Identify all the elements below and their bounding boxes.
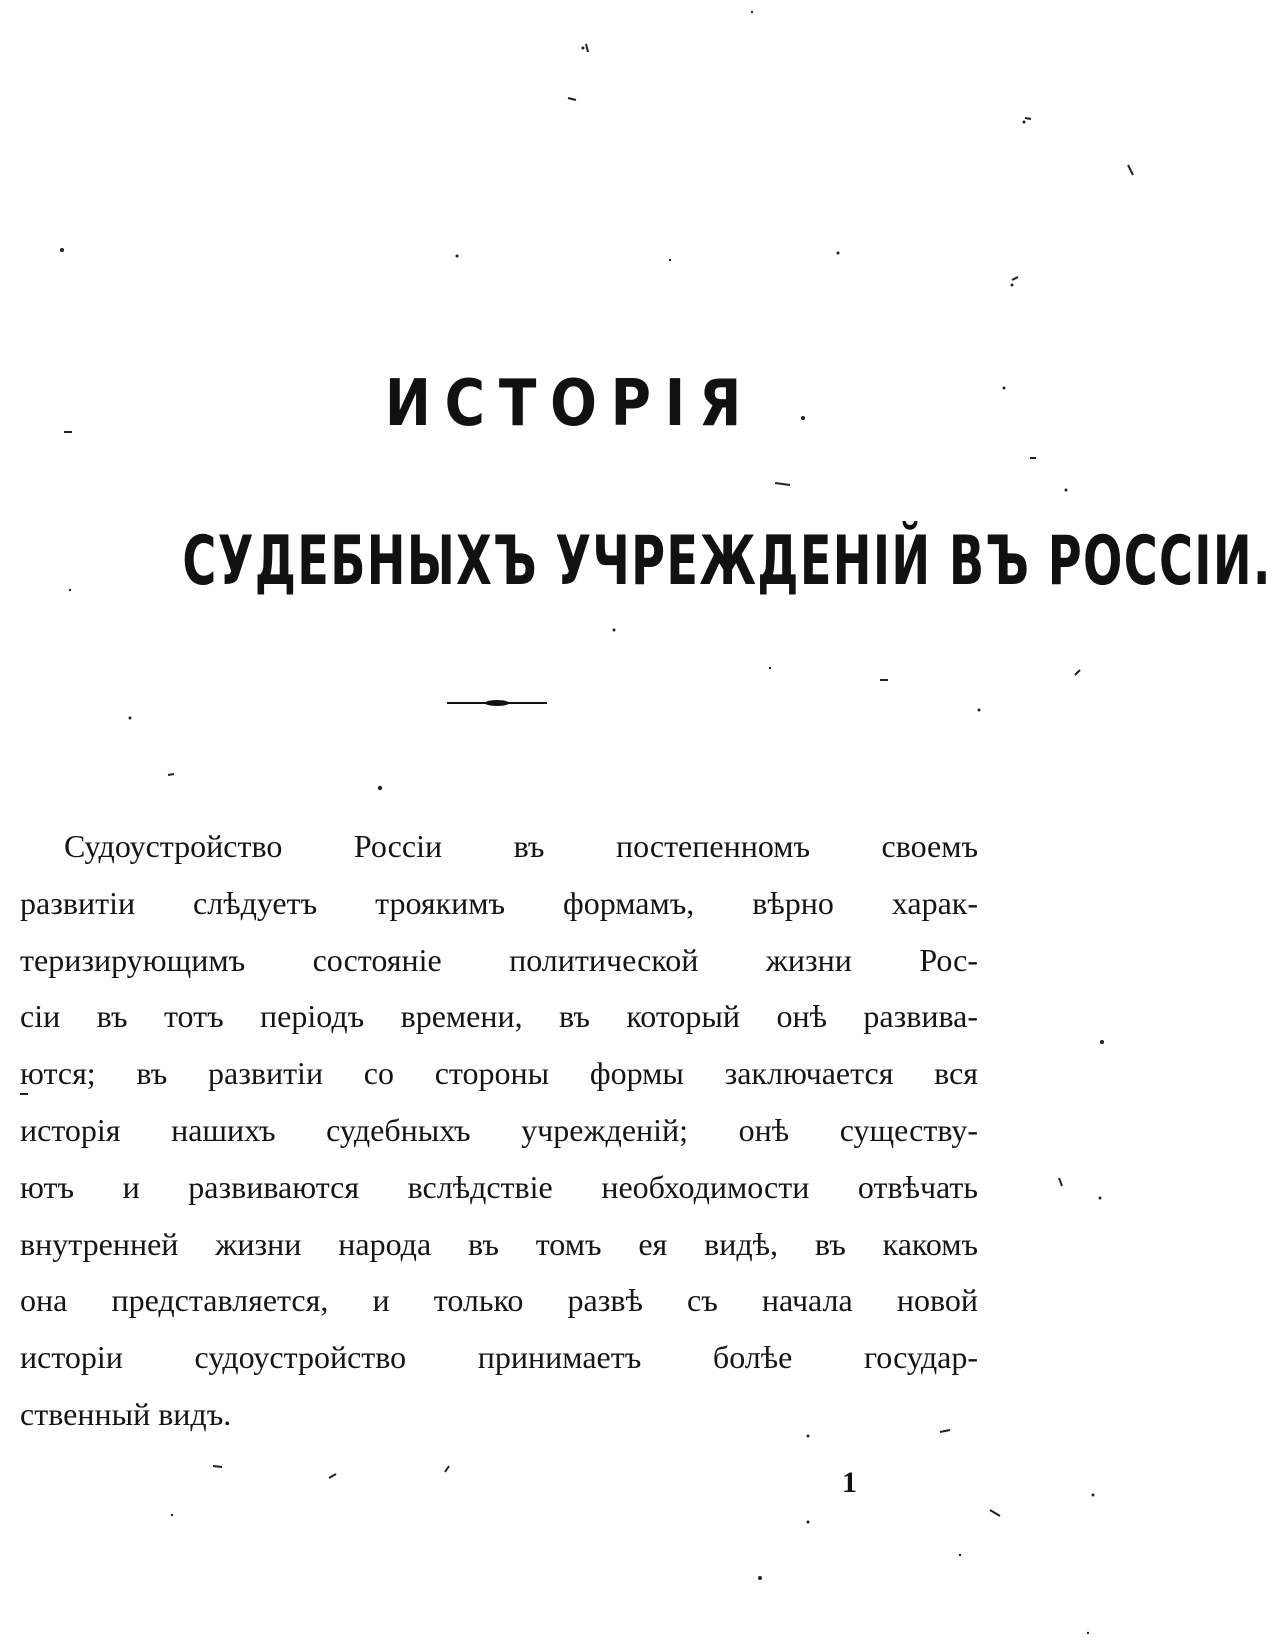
body-line: ютъ и развиваются вслѣдствіе необходимости отвѣчать xyxy=(20,1168,978,1205)
body-line: она представляется, и только развѣ съ начала новой xyxy=(20,1282,978,1319)
book-subtitle: СУДЕБНЫХЪ УЧРЕЖДЕНІЙ ВЪ РОССІИ. xyxy=(182,522,1272,601)
body-paragraph xyxy=(20,818,978,1443)
body-line: исторіи судоустройство принимаетъ болѣе государ- xyxy=(20,1339,978,1376)
body-line: ственный видъ. xyxy=(20,1395,232,1432)
body-line: внутренней жизни народа въ томъ ея видѣ, въ какомъ xyxy=(20,1225,978,1262)
body-line: теризирующимъ состояніе политической жизни Рос- xyxy=(20,941,978,978)
body-line: исторія нашихъ судебныхъ учрежденій; онѣ существу- xyxy=(20,1111,978,1148)
body-line: Судоустройство Россіи въ постепенномъ своемъ xyxy=(64,828,978,864)
book-title: ИСТОРІЯ xyxy=(384,367,756,441)
body-line: ются; въ развитіи со стороны формы заключается вся xyxy=(20,1055,978,1092)
title-ornament-divider xyxy=(447,701,547,705)
body-line: сіи въ тотъ періодъ времени, въ который онѣ развива- xyxy=(20,998,978,1035)
body-line: развитіи слѣдуетъ троякимъ формамъ, вѣрно харак- xyxy=(20,884,978,921)
page-number: 1 xyxy=(842,1466,857,1499)
